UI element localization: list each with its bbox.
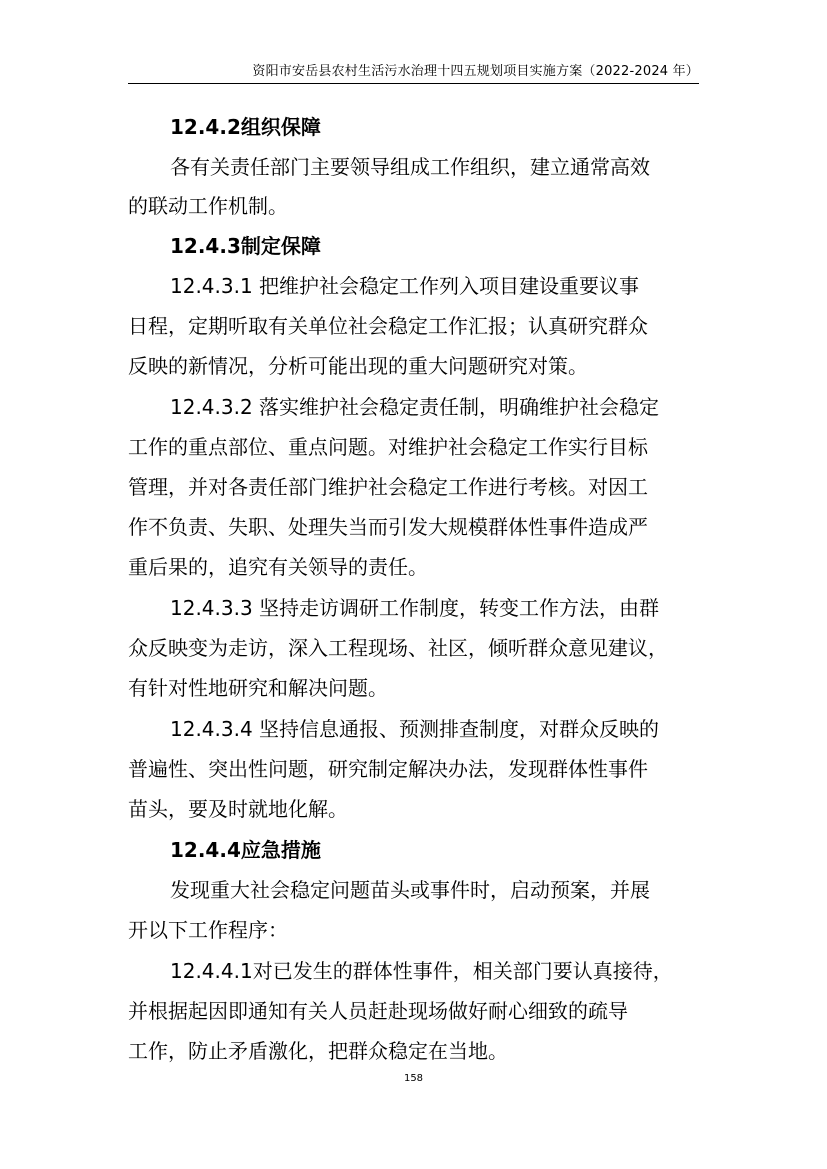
paragraph-line: 重后果的，追究有关领导的责任。 (128, 555, 428, 579)
paragraph-line: 管理，并对各责任部门维护社会稳定工作进行考核。对因工 (128, 475, 648, 499)
paragraph-line: 反映的新情况，分析可能出现的重大问题研究对策。 (128, 354, 588, 378)
heading-12-4-4: 12.4.4应急措施 (170, 838, 321, 862)
paragraph-line: 各有关责任部门主要领导组成工作组织，建立通常高效 (170, 155, 650, 179)
paragraph-line: 普遍性、突出性问题，研究制定解决办法，发现群体性事件 (128, 757, 648, 781)
paragraph-line: 12.4.3.2 落实维护社会稳定责任制，明确维护社会稳定 (170, 395, 660, 419)
paragraph-line: 12.4.3.4 坚持信息通报、预测排查制度，对群众反映的 (170, 717, 660, 741)
header-rule (128, 83, 699, 84)
header-title: 资阳市安岳县农村生活污水治理十四五规划项目实施方案（2022-2024 年） (252, 64, 699, 79)
paragraph-line: 12.4.3.1 把维护社会稳定工作列入项目建设重要议事 (170, 274, 640, 298)
paragraph-line: 苗头，要及时就地化解。 (128, 797, 348, 821)
paragraph-line: 工作的重点部位、重点问题。对维护社会稳定工作实行目标 (128, 435, 648, 459)
paragraph-line: 的联动工作机制。 (128, 194, 288, 218)
paragraph-line: 并根据起因即通知有关人员赶赴现场做好耐心细致的疏导 (128, 999, 628, 1023)
page-number: 158 (403, 1073, 424, 1084)
paragraph-line: 发现重大社会稳定问题苗头或事件时，启动预案，并展 (170, 878, 650, 902)
heading-12-4-2: 12.4.2组织保障 (170, 115, 321, 139)
paragraph-line: 有针对性地研究和解决问题。 (128, 676, 388, 700)
paragraph-line: 日程，定期听取有关单位社会稳定工作汇报；认真研究群众 (128, 314, 648, 338)
paragraph-line: 众反映变为走访，深入工程现场、社区，倾听群众意见建议， (128, 636, 668, 660)
paragraph-line: 12.4.4.1对已发生的群体性事件，相关部门要认真接待， (170, 959, 673, 983)
paragraph-line: 12.4.3.3 坚持走访调研工作制度，转变工作方法，由群 (170, 596, 660, 620)
paragraph-line: 工作，防止矛盾激化，把群众稳定在当地。 (128, 1039, 508, 1063)
paragraph-line: 开以下工作程序： (128, 918, 288, 942)
heading-12-4-3: 12.4.3制定保障 (170, 234, 321, 258)
paragraph-line: 作不负责、失职、处理失当而引发大规模群体性事件造成严 (128, 515, 648, 539)
